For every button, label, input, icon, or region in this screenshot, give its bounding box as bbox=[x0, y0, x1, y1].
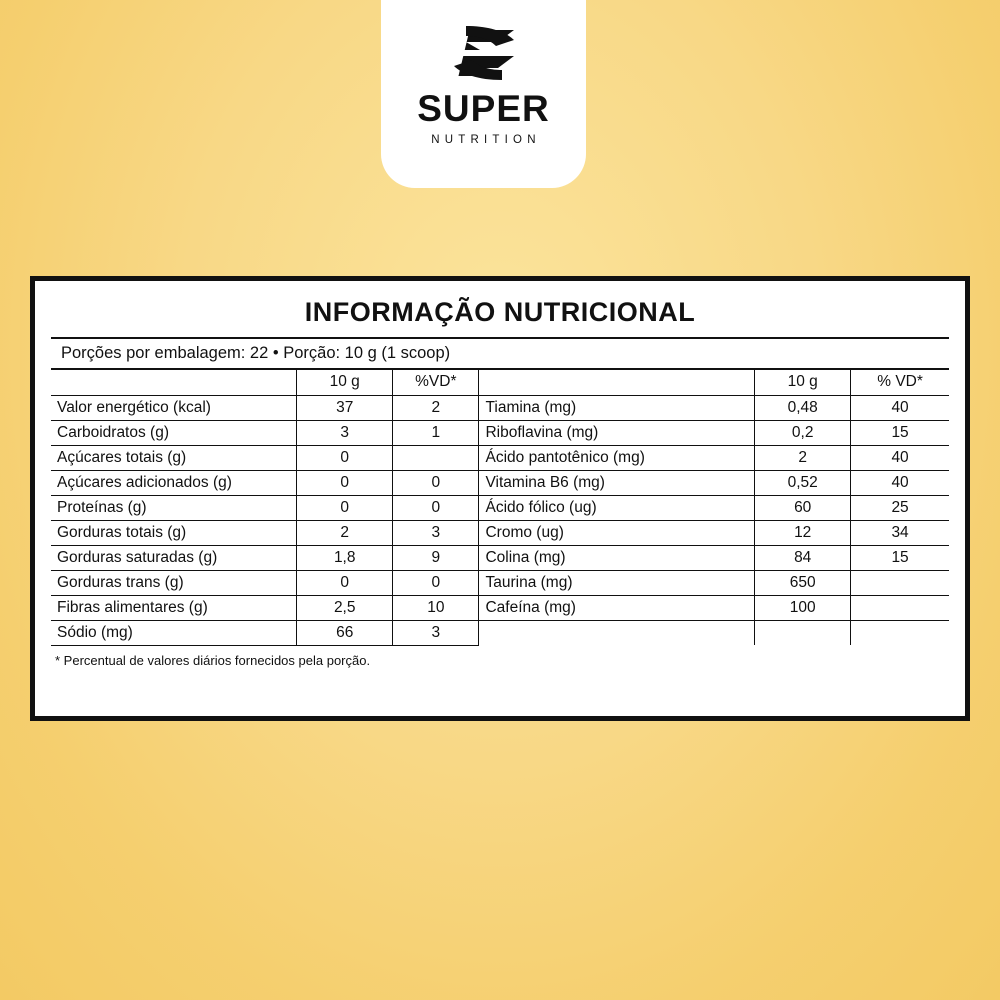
nutrient-name-left: Carboidratos (g) bbox=[51, 420, 297, 445]
nutrient-amount-right: 12 bbox=[755, 520, 851, 545]
nutrient-vd-right bbox=[851, 595, 949, 620]
nutrient-vd-right: 25 bbox=[851, 495, 949, 520]
nutrient-name-left: Gorduras totais (g) bbox=[51, 520, 297, 545]
nutrient-amount-right: 0,2 bbox=[755, 420, 851, 445]
nutrient-vd-left: 0 bbox=[393, 570, 479, 595]
table-row bbox=[51, 420, 949, 445]
nutrient-amount-right: 2 bbox=[755, 445, 851, 470]
table-row bbox=[51, 395, 949, 420]
nutrient-amount-right: 84 bbox=[755, 545, 851, 570]
nutrient-name-right: Vitamina B6 (mg) bbox=[479, 470, 755, 495]
nutrient-amount-left: 37 bbox=[297, 395, 393, 420]
nutrient-amount-left: 0 bbox=[297, 445, 393, 470]
table-row bbox=[51, 470, 949, 495]
nutrient-vd-left: 9 bbox=[393, 545, 479, 570]
nutrient-name-right: Ácido fólico (ug) bbox=[479, 495, 755, 520]
header-left-vd: %VD* bbox=[393, 370, 479, 395]
nutrient-vd-left: 0 bbox=[393, 495, 479, 520]
panel-footnote: * Percentual de valores diários fornecidos pela porção. bbox=[55, 652, 371, 668]
nutrient-vd-left bbox=[393, 445, 479, 470]
header-left-blank bbox=[51, 370, 297, 395]
nutrient-vd-right bbox=[851, 620, 949, 645]
nutrient-amount-right: 0,52 bbox=[755, 470, 851, 495]
super-s-logo-icon bbox=[436, 26, 532, 80]
table-header-row bbox=[51, 370, 949, 395]
nutrient-amount-left: 3 bbox=[297, 420, 393, 445]
header-right-amount: 10 g bbox=[755, 370, 851, 395]
nutrient-amount-left: 0 bbox=[297, 570, 393, 595]
header-right-vd: % VD* bbox=[851, 370, 949, 395]
nutrient-name-right: Riboflavina (mg) bbox=[479, 420, 755, 445]
nutrient-vd-left: 3 bbox=[393, 620, 479, 645]
nutrient-name-right: Tiamina (mg) bbox=[479, 395, 755, 420]
nutrient-amount-right: 60 bbox=[755, 495, 851, 520]
brand-tagline: NUTRITION bbox=[431, 134, 541, 146]
nutrient-vd-right: 40 bbox=[851, 445, 949, 470]
nutrient-name-right bbox=[479, 620, 755, 645]
nutrient-name-left: Gorduras trans (g) bbox=[51, 570, 297, 595]
nutrient-vd-left: 2 bbox=[393, 395, 479, 420]
brand-wordmark: SUPER bbox=[417, 88, 550, 129]
nutrient-vd-left: 10 bbox=[393, 595, 479, 620]
nutrient-vd-left: 1 bbox=[393, 420, 479, 445]
nutrient-name-left: Açúcares totais (g) bbox=[51, 445, 297, 470]
nutrient-vd-right: 40 bbox=[851, 470, 949, 495]
nutrient-name-left: Proteínas (g) bbox=[51, 495, 297, 520]
header-right-blank bbox=[479, 370, 755, 395]
brand-logo-badge bbox=[381, 0, 586, 188]
nutrient-name-right: Taurina (mg) bbox=[479, 570, 755, 595]
nutrient-name-left: Gorduras saturadas (g) bbox=[51, 545, 297, 570]
table-row bbox=[51, 545, 949, 570]
nutrient-amount-left: 0 bbox=[297, 495, 393, 520]
table-row bbox=[51, 595, 949, 620]
nutrient-amount-left: 2 bbox=[297, 520, 393, 545]
nutrient-amount-right: 0,48 bbox=[755, 395, 851, 420]
nutrient-name-right: Cromo (ug) bbox=[479, 520, 755, 545]
table-row bbox=[51, 520, 949, 545]
nutrient-amount-left: 1,8 bbox=[297, 545, 393, 570]
nutrient-amount-right: 650 bbox=[755, 570, 851, 595]
nutrient-name-left: Fibras alimentares (g) bbox=[51, 595, 297, 620]
table-row bbox=[51, 445, 949, 470]
nutrient-name-right: Cafeína (mg) bbox=[479, 595, 755, 620]
nutrient-amount-left: 0 bbox=[297, 470, 393, 495]
nutrition-table bbox=[51, 370, 949, 646]
nutrient-name-right: Colina (mg) bbox=[479, 545, 755, 570]
header-left-amount: 10 g bbox=[297, 370, 393, 395]
nutrient-name-left: Sódio (mg) bbox=[51, 620, 297, 645]
nutrient-vd-left: 0 bbox=[393, 470, 479, 495]
nutrient-amount-left: 66 bbox=[297, 620, 393, 645]
nutrient-vd-right: 15 bbox=[851, 545, 949, 570]
nutrient-amount-right: 100 bbox=[755, 595, 851, 620]
nutrient-name-right: Ácido pantotênico (mg) bbox=[479, 445, 755, 470]
nutrient-name-left: Açúcares adicionados (g) bbox=[51, 470, 297, 495]
nutrient-vd-right bbox=[851, 570, 949, 595]
nutrient-vd-right: 40 bbox=[851, 395, 949, 420]
nutrient-amount-right bbox=[755, 620, 851, 645]
nutrition-facts-panel bbox=[30, 276, 970, 721]
nutrient-vd-right: 34 bbox=[851, 520, 949, 545]
table-row bbox=[51, 495, 949, 520]
nutrient-vd-right: 15 bbox=[851, 420, 949, 445]
nutrient-amount-left: 2,5 bbox=[297, 595, 393, 620]
panel-title: INFORMAÇÃO NUTRICIONAL bbox=[304, 297, 696, 327]
serving-info: Porções por embalagem: 22 • Porção: 10 g (1 scoop) bbox=[51, 337, 949, 370]
table-row bbox=[51, 620, 949, 645]
nutrient-vd-left: 3 bbox=[393, 520, 479, 545]
table-row bbox=[51, 570, 949, 595]
nutrient-name-left: Valor energético (kcal) bbox=[51, 395, 297, 420]
